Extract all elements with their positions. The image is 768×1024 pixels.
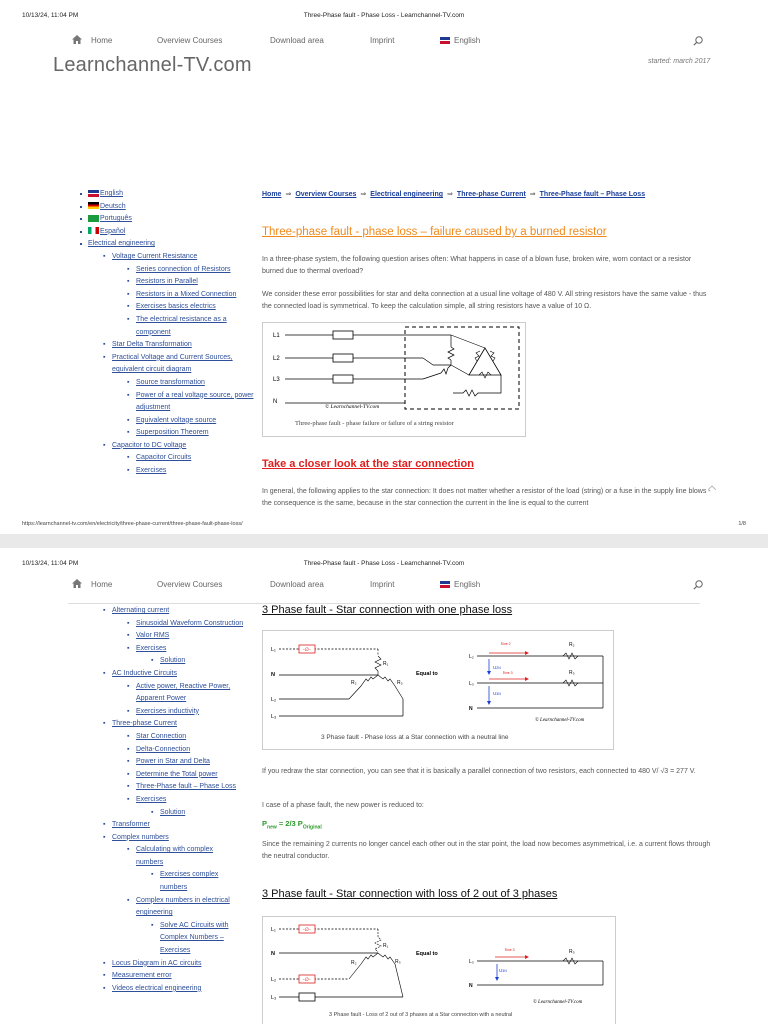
sidebar-link-resistors-mixed[interactable]: Resistors in a Mixed Connection [136,290,237,298]
breadcrumb-separator-icon: ⇒ [447,191,453,198]
figure1-copyright: © Learnchannel-TV.com [325,404,380,410]
figure2-copyright: © Learnchannel-TV.com [535,718,585,723]
article-intro: In a three-phase system, the following question arises often: What happens in case of a blown fuse, broken wire, worn contact or a resistor burned due to thermal overload? [262,256,692,275]
nav-overview-courses[interactable]: Overview Courses [157,36,223,45]
print-header [0,12,768,26]
article-paragraph-2: We consider these error possibilities for star and delta connection at a usual line voltage of 480 V. All string resistors have the same value - thus the connected load is symmetrical. To keep the calculation simple, all string resistors have a value of 10 Ω. [262,291,707,310]
svg-text:L₁: L₁ [271,927,276,933]
search-icon[interactable] [693,36,703,46]
sidebar-link-measurement-error[interactable]: Measurement error [112,972,172,980]
figure3-caption: 3 Phase fault - Loss of 2 out of 3 phases at a Star connection with a neutral [329,1012,513,1018]
home-icon[interactable] [72,579,82,588]
fuse-l2 [333,354,353,362]
article-title: Three-phase fault - phase loss – failure caused by a burned resistor [262,226,607,238]
nav-language[interactable] [440,36,480,45]
nav-overview-courses-2[interactable]: Overview Courses [157,580,223,589]
figure1-caption: Three-phase fault - phase failure or failure of a string resistor [295,420,454,427]
nav-download-area[interactable]: Download area [270,36,324,45]
uk-flag-icon [88,190,99,197]
sidebar-link-electrical-resistance-component[interactable]: The electrical resistance as a component [136,315,227,336]
sidebar-link-resistors-parallel[interactable]: Resistors in Parallel [136,278,198,286]
formula-p: P [262,819,268,828]
sidebar-nav: English Deutsch Português Español Electrical engineering ▪ Voltage Current Resistance ▪ Series connection of Resistors ▪ Resistors in Parallel ▪ Resistors in a Mixed Connection ▪ Exercises basics electrics ▪ The electrical resistance as a component ▪ Star Delta Transformation ▪ Practical Voltage and Current Sources, equivalent circuit diagram ▪ Source transformation ▪ Power of a real voltage source, power adjustment ▪ Equivalent voltage source ▪ Superposition Theorem ▪ Capacitor to DC voltage ▪ Capacitor Circuits ▪ Exercises [88,188,262,478]
delta-triangle [469,348,501,375]
language-item-english[interactable] [88,188,262,201]
nav-imprint[interactable]: Imprint [370,36,395,45]
svg-text:L₃: L₃ [469,959,474,965]
language-item-portugues[interactable] [88,213,262,226]
three-phase-circuit-diagram [263,323,525,415]
breadcrumb-electrical[interactable]: Electrical engineering [370,191,444,198]
sidebar-link-videos[interactable]: Videos electrical engineering [112,984,202,992]
svg-text:R₃: R₃ [569,949,575,955]
nav-language-2[interactable] [440,580,480,589]
print-title-2: Three-Phase fault - Phase Loss - Learnchannel-TV.com [303,560,465,567]
breadcrumb-home[interactable]: Home [262,191,282,198]
top-navigation [0,32,768,52]
svg-text:N: N [271,951,275,957]
svg-text:L₃: L₃ [271,995,277,1001]
language-link-portugues[interactable]: Português [100,215,132,223]
brazil-flag-icon [88,215,99,222]
sidebar-link-star-connection[interactable]: Star Connection [136,732,187,740]
sidebar-link-exercises-three-phase[interactable]: Exercises [136,795,167,803]
figure-three-phase-fault [262,322,526,437]
sidebar-link-practical-sources[interactable]: Practical Voltage and Current Sources, equivalent circuit diagram [112,353,233,374]
sidebar-link-exercises[interactable]: Exercises [136,467,167,475]
uk-flag-icon [440,37,450,44]
breadcrumb-separator-icon: ⇒ [285,191,292,198]
sidebar-link-exercises-complex[interactable]: Exercises complex numbers [160,871,219,892]
site-logo[interactable]: Learnchannel-TV.com [53,54,252,76]
phase-fault-text: I case of a phase fault, the new power is reduced to: [262,802,424,809]
svg-text:L₃: L₃ [469,681,474,687]
svg-text:L₁: L₁ [271,647,276,653]
sidebar-link-exercises-inductivity[interactable]: Exercises inductivity [136,707,200,715]
section-heading-two-phase-loss: 3 Phase fault - Star connection with loss of 2 out of 3 phases [262,888,558,900]
figure3-copyright: © Learnchannel-TV.com [533,1000,583,1005]
star-connection-heading: Take a closer look at the star connection [262,458,474,470]
svg-text:R₂: R₂ [351,960,357,966]
svg-text:-∅-: -∅- [303,647,311,653]
label-l2: L2 [273,356,280,362]
print-datetime: 10/13/24, 11:04 PM [22,12,79,19]
label-l3: L3 [273,377,280,383]
top-navigation-2 [0,576,768,596]
breadcrumb-separator-icon: ⇒ [529,191,536,198]
svg-text:N: N [469,706,473,712]
sidebar-link-transformer[interactable]: Transformer [112,821,150,829]
svg-text:R₂: R₂ [351,680,357,686]
sidebar-link-solve-ac[interactable]: Solve AC Circuits with Complex Numbers – Exercises [160,921,229,955]
sidebar-link-capacitor-circuits[interactable]: Capacitor Circuits [136,454,192,462]
equal-to-label-2: Equal to [416,951,438,957]
svg-text:Iline 3: Iline 3 [503,670,513,675]
sidebar-link-ac-inductive[interactable]: AC Inductive Circuits [112,669,177,677]
started-date: started: march 2017 [648,58,711,65]
nav-home[interactable]: Home [91,36,113,45]
breadcrumb-current-page[interactable]: Three-Phase fault – Phase Loss [539,191,646,198]
svg-text:R₂: R₂ [569,642,575,648]
sidebar-link-determine-total-power[interactable]: Determine the Total power [136,770,218,778]
sidebar-link-delta-connection[interactable]: Delta-Connection [136,745,191,753]
footer-page-number: 1/8 [738,521,746,527]
sidebar-link-locus-diagram[interactable]: Locus Diagram in AC circuits [112,959,202,967]
star-resistor-2 [441,365,451,374]
svg-text:-∅-: -∅- [303,977,311,983]
sidebar-link-series-connection[interactable]: Series connection of Resistors [136,265,231,273]
redraw-text: If you redraw the star connection, you can see that it is basically a parallel connection of two resistors, each connected to 480 V/ √3 = 277 V. [262,768,696,775]
mexico-flag-icon [88,227,99,234]
sidebar-link-star-delta[interactable]: Star Delta Transformation [112,341,192,349]
svg-text:R₃: R₃ [569,670,575,676]
print-page-2 [0,548,768,1024]
sidebar-link-sinusoidal[interactable]: Sinusoidal Waveform Construction [136,619,244,627]
sidebar-link-voltage-current-resistance[interactable]: Voltage Current Resistance [112,252,198,260]
language-link-english[interactable]: English [100,190,123,197]
nav-language-label: English [454,36,481,45]
label-n: N [273,399,278,405]
sidebar-link-capacitor-dc[interactable]: Capacitor to DC voltage [112,441,187,449]
german-flag-icon [88,202,99,209]
sidebar-link-power-real-voltage[interactable]: Power of a real voltage source, power adjustment [136,391,254,412]
svg-text:U2N: U2N [493,665,501,670]
print-footer [22,521,746,527]
nav-home-2[interactable]: Home [91,580,113,589]
language-link-espanol[interactable]: Español [100,227,126,235]
sidebar-link-exercises-basics[interactable]: Exercises basics electrics [136,303,216,311]
home-icon[interactable] [72,35,82,44]
breadcrumb-separator-icon: ⇒ [360,191,367,198]
svg-text:L₃: L₃ [271,714,277,720]
sidebar-link-valor-rms[interactable]: Valor RMS [136,632,170,640]
formula-sub-original: Original [302,824,322,831]
sidebar-link-three-phase-fault[interactable]: Three-Phase fault – Phase Loss [136,783,237,791]
svg-text:R₃: R₃ [395,959,401,965]
power-formula [262,819,322,831]
nav-language-label-2: English [454,580,481,589]
figure-two-phase-loss [262,916,616,1024]
fuse-l3 [333,375,353,383]
sidebar-link-calculating-complex[interactable]: Calculating with complex numbers [136,846,214,866]
sidebar-link-solution-three-phase[interactable]: Solution [160,808,186,816]
asymmetric-text: Since the remaining 2 currents no longer cancel each other out in the star point, the load now becomes asymmetrical, i.e. a current flows through the neutral conductor. [262,841,711,860]
sidebar-link-three-phase-current[interactable]: Three-phase Current [112,720,177,728]
sidebar-link-equivalent-voltage-source[interactable]: Equivalent voltage source [136,416,217,424]
fuse-l1 [333,331,353,339]
equal-to-label: Equal to [416,671,438,677]
sidebar-link-solution-ac[interactable]: Solution [160,657,186,665]
svg-text:N: N [271,672,275,678]
two-phase-loss-diagram [263,917,615,1009]
uk-flag-icon [440,581,450,588]
language-item-deutsch[interactable] [88,201,262,214]
svg-text:-∅-: -∅- [303,927,311,933]
breadcrumb-three-phase-current[interactable]: Three-phase Current [456,191,526,198]
nav-imprint-2[interactable]: Imprint [370,580,395,589]
sidebar-link-exercises-ac[interactable]: Exercises [136,644,167,652]
sidebar-link-electrical-engineering[interactable]: Electrical engineering [88,240,155,248]
svg-text:R₁: R₁ [383,661,389,667]
language-link-deutsch[interactable]: Deutsch [100,202,126,210]
print-title: Three-Phase fault - Phase Loss - Learnchannel-TV.com [303,12,465,19]
star-connection-text: In general, the following applies to the star connection: It does not matter whether a resistor of the load (string) or a fuse in the supply line blows - the consequence is the same, because in the star connection the current in the line is equal to the current [262,488,711,507]
svg-text:Iline 2: Iline 2 [501,641,511,646]
star-resistor-1 [448,347,454,360]
sidebar-link-source-transformation[interactable]: Source transformation [136,378,205,386]
figure2-caption: 3 Phase fault - Phase loss at a Star connection with a neutral line [321,734,509,741]
one-phase-loss-diagram [263,631,613,731]
sidebar-link-alternating-current[interactable]: Alternating current [112,607,170,614]
svg-text:Iline 3: Iline 3 [505,947,515,952]
language-item-espanol[interactable] [88,226,262,239]
svg-text:U3N: U3N [493,691,501,696]
sidebar-link-superposition[interactable]: Superposition Theorem [136,429,209,437]
breadcrumb-overview[interactable]: Overview Courses [295,191,357,198]
svg-text:L₂: L₂ [271,697,277,703]
breadcrumb [262,190,645,198]
formula-sub-new: new [267,824,277,831]
print-datetime-2: 10/13/24, 11:04 PM [22,560,79,567]
svg-text:U3N: U3N [499,968,507,973]
svg-text:R₃: R₃ [397,680,403,686]
sidebar-link-complex-electrical[interactable]: Complex numbers in electrical engineering [136,896,230,917]
svg-text:N: N [469,983,473,989]
section-heading-one-phase-loss: 3 Phase fault - Star connection with one phase loss [262,604,513,616]
sidebar-nav-2: ▪ Alternating current ▪ Sinusoidal Waveform Construction ▪ Valor RMS ▪ Exercises ▪ Solution ▪ AC Inductive Circuits ▪ Active power, Reactive Power, Apparent Power ▪ Exercises inductivity ▪ Three-phase Current ▪ Star Connection ▪ Delta-Connection ▪ Power in Star and Delta ▪ Determine the Total power ▪ Three-Phase fault – Phase Loss ▪ Exercises ▪ Solution ▪ Transformer ▪ Complex numbers ▪ Calculating with complex numbers ▪ Exercises complex numbers ▪ Complex numbers in electrical engineering ▪ Solve AC Circuits with Complex Numbers – Exercises ▪ Locus Diagram in AC circuits ▪ Measurement error ▪ Videos electrical engineering [103,607,244,992]
sidebar-link-active-power[interactable]: Active power, Reactive Power, Apparent Power [136,682,231,703]
sidebar-link-power-star-delta[interactable]: Power in Star and Delta [136,758,210,766]
scroll-up-icon[interactable] [708,485,716,490]
print-header-2 [0,560,768,574]
formula-eq: = 2/3 P [276,819,303,828]
sidebar-link-complex-numbers[interactable]: Complex numbers [112,833,169,841]
footer-url: https://learnchannel-tv.com/en/electricity/three-phase-current/three-phase-fault-phase-loss/ [22,521,243,527]
svg-text:R₁: R₁ [383,943,389,949]
svg-text:L₂: L₂ [469,654,474,660]
sidebar-item-electrical-engineering[interactable] [88,238,262,251]
nav-download-area-2[interactable]: Download area [270,580,324,589]
svg-text:L₂: L₂ [271,977,277,983]
search-icon[interactable] [693,580,703,590]
label-l1: L1 [273,333,280,339]
figure-one-phase-loss [262,630,614,750]
